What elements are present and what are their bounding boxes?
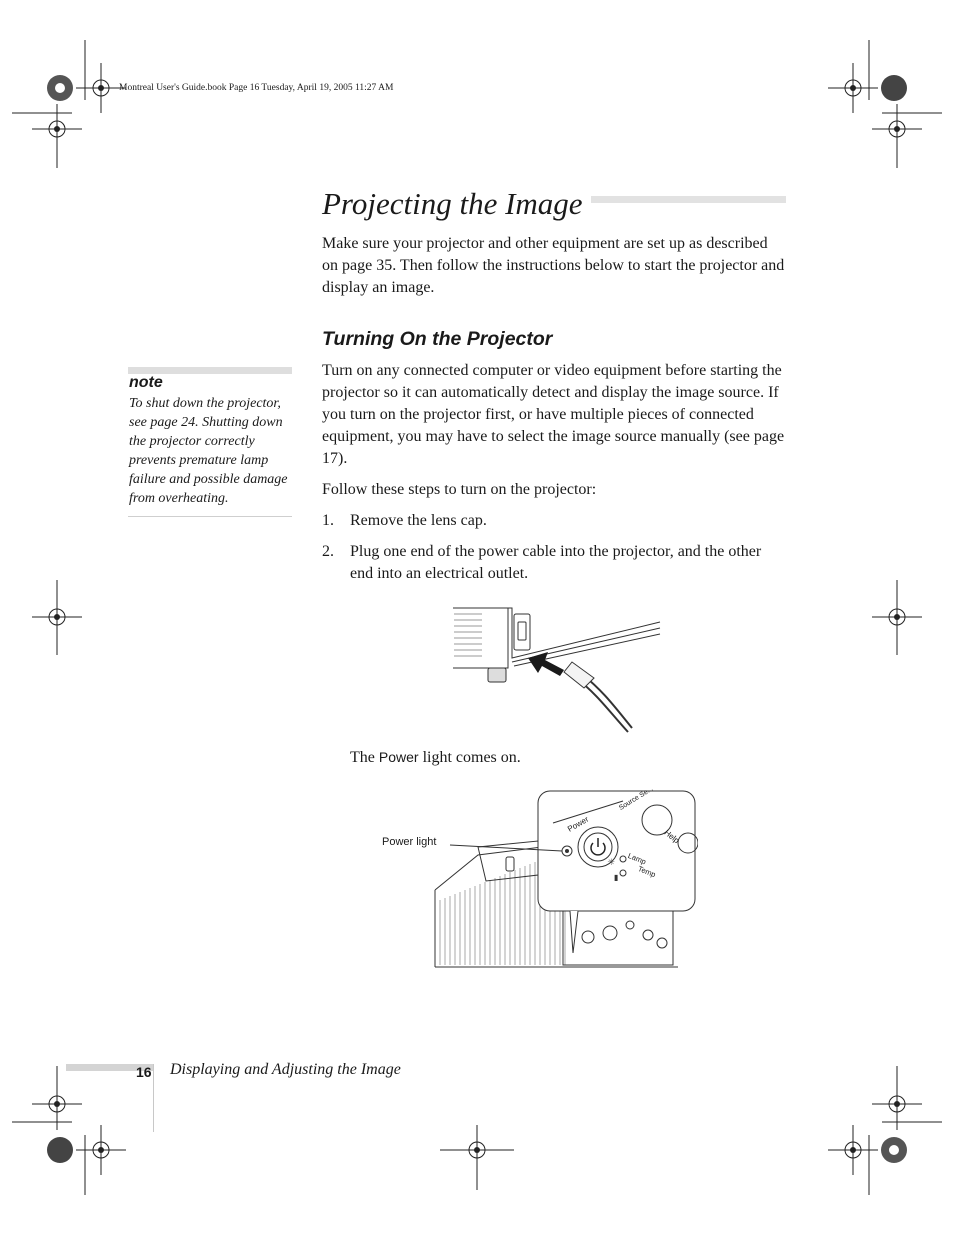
steps-intro: Follow these steps to turn on the projector: — [322, 481, 597, 498]
page-title: Projecting the Image — [322, 186, 591, 222]
svg-text:☼: ☼ — [607, 858, 616, 868]
power-cable-illustration — [448, 600, 668, 735]
power-keyword: Power — [378, 749, 419, 765]
body-paragraph: Turn on any connected computer or video equipment before starting the projector so it can automatically detect and display the image source. If you turn on the projector first, or have multiple pieces of connected equipment, you may have to select the image source manually (see page 17). — [322, 362, 785, 467]
panel-label-help: Help — [662, 828, 681, 846]
note-rule-bottom — [128, 516, 292, 517]
panel-label-source: Source Se... — [618, 785, 655, 812]
step-number: 2. — [322, 543, 334, 560]
chapter-title: Displaying and Adjusting the Image — [170, 1061, 401, 1078]
result-text-pre: The — [350, 749, 379, 766]
panel-label-temp: Temp — [636, 864, 658, 880]
result-text-post: light comes on. — [418, 749, 521, 766]
step-number: 1. — [322, 512, 334, 529]
note-label: note — [129, 374, 163, 391]
print-header-line: Montreal User's Guide.book Page 16 Tuesday, April 19, 2005 11:27 AM — [119, 83, 394, 93]
step-item — [322, 510, 786, 532]
note-text: To shut down the projector, see page 24. Shutting down the projector correctly prevents premature lamp failure and possible damage from overheating. — [129, 396, 288, 506]
subsection-heading: Turning On the Projector — [322, 328, 553, 350]
page-number: 16 — [136, 1064, 152, 1080]
note-rule-top — [128, 367, 292, 374]
panel-label-power: Power — [566, 814, 591, 834]
svg-text:▮: ▮ — [614, 873, 619, 882]
step-text: Plug one end of the power cable into the projector, and the other end into an electrical outlet. — [350, 543, 762, 582]
result-line — [350, 749, 521, 767]
step-item — [322, 541, 786, 585]
power-light-callout: Power light — [382, 836, 437, 848]
footer-divider — [153, 1064, 154, 1132]
intro-paragraph: Make sure your projector and other equipment are set up as described on page 35. Then follow the instructions below to start the projector and display an image. — [322, 235, 785, 296]
step-text: Remove the lens cap. — [350, 512, 487, 529]
panel-label-lamp: Lamp — [626, 851, 648, 867]
